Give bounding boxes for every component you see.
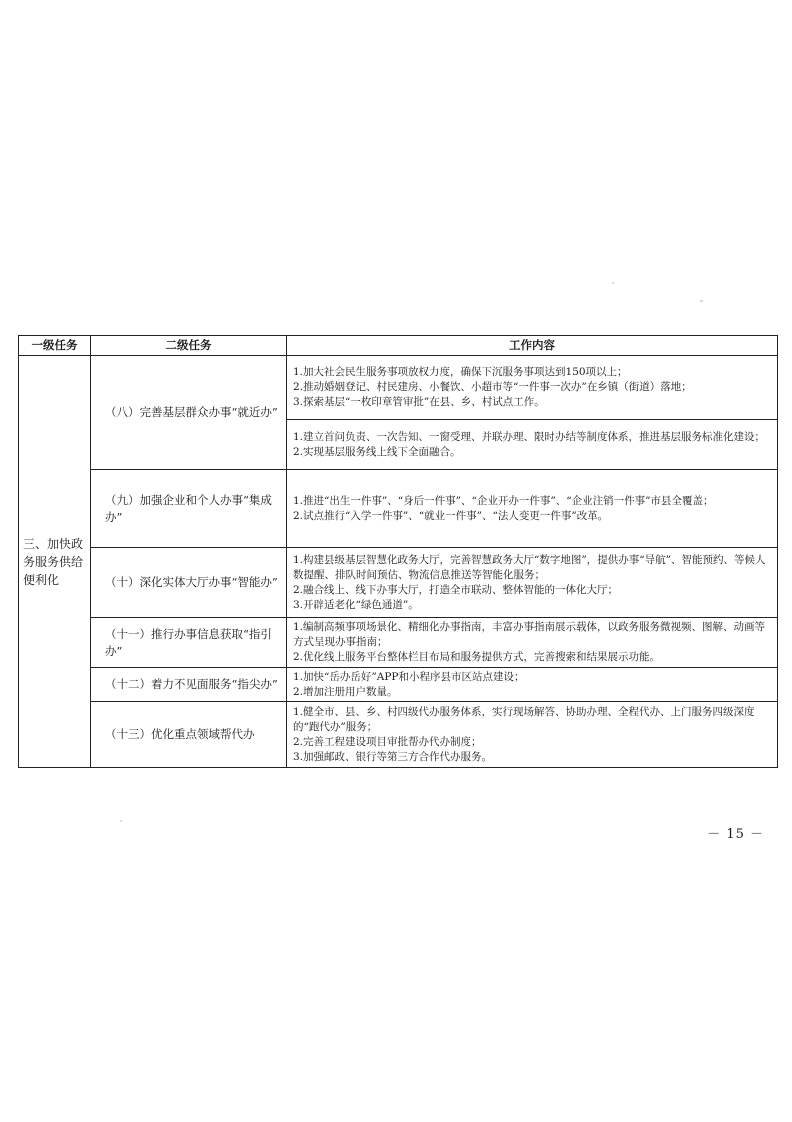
content-cell	[287, 668, 778, 702]
table-header-row	[19, 336, 778, 356]
content-cell	[287, 618, 778, 668]
table-row	[19, 618, 778, 668]
table-row	[19, 470, 778, 548]
header-content: 工作内容	[287, 336, 778, 356]
content-item: 1.加大社会民生服务事项放权力度，确保下沉服务事项达到150项以上；	[293, 366, 628, 378]
table-row	[19, 548, 778, 618]
content-cell	[287, 702, 778, 768]
content-item: 2.试点推行“入学一件事”、“就业一件事”、“法人变更一件事”改革。	[293, 509, 609, 522]
page-number: － 15 －	[707, 827, 764, 842]
header-level2: 二级任务	[91, 336, 287, 356]
level1-task-cell: 三、加快政务服务供给便利化	[19, 356, 91, 768]
content-cell	[287, 356, 778, 420]
content-item: 2.融合线上、线下办事大厅，打造全市联动、整体智能的一体化大厅；	[293, 583, 619, 596]
level2-task-cell: （十二）着力不见面服务“指尖办”	[91, 668, 287, 702]
content-item: 1.推进“出生一件事”、“身后一件事”、“企业开办一件事”、“企业注销一件事”市县全覆盖；	[293, 494, 714, 507]
level2-task-cell: （十一）推行办事信息获取“指引办”	[91, 618, 287, 668]
table-row	[19, 668, 778, 702]
content-item: 1.加快“岳办岳好”APP和小程序县市区站点建设；	[293, 670, 525, 683]
content-item: 2.推动婚姻登记、村民建房、小餐饮、小超市等“一件事一次办”在乡镇（街道）落地；	[293, 381, 692, 393]
content-item: 1.编制高频事项场景化、精细化办事指南，丰富办事指南展示载体，以政务服务微视频、图解、动画等方式呈现办事指南；	[293, 621, 766, 648]
level2-task-cell: （十）深化实体大厅办事“智能办”	[91, 548, 287, 618]
level2-task-cell: （九）加强企业和个人办事“集成办”	[91, 470, 287, 548]
table-row	[19, 356, 778, 420]
content-item: 3.加强邮政、银行等第三方合作代办服务。	[293, 750, 493, 763]
level2-task-cell: （八）完善基层群众办事“就近办”	[91, 356, 287, 470]
content-item: 2.优化线上服务平台整体栏目布局和服务提供方式，完善搜索和结果展示功能。	[293, 651, 661, 663]
header-level1: 一级任务	[19, 336, 91, 356]
content-item: 2.完善工程建设项目审批帮办代办制度；	[293, 735, 482, 748]
content-item: 3.探索基层“一枚印章管审批”在县、乡、村试点工作。	[293, 396, 545, 408]
level2-task-cell: （十三）优化重点领域帮代办	[91, 702, 287, 768]
content-item: 3.开辟适老化“绿色通道”。	[293, 598, 419, 611]
content-item: 1.建立首问负责、一次告知、一窗受理、并联办理、限时办结等制度体系，推进基层服务标准化建设；	[293, 430, 766, 443]
content-item: 1.构建县级基层智慧化政务大厅，完善智慧政务大厅“数字地图”，提供办事“导航”、智能预约、等候人数提醒、排队时间预估、物流信息推送等智能化服务；	[293, 553, 766, 581]
content-item: 2.增加注册用户数量。	[293, 685, 398, 698]
task-table	[18, 335, 778, 768]
scan-speck	[120, 820, 122, 822]
content-item: 1.健全市、县、乡、村四级代办服务体系，实行现场解答、协助办理、全程代办、上门服务四级深度的“跑代办”服务；	[293, 705, 755, 733]
scan-speck	[612, 282, 614, 284]
content-cell	[287, 420, 778, 470]
scan-speck	[700, 300, 703, 302]
content-item: 2.实现基层服务线上线下全面融合。	[293, 445, 461, 458]
table-row	[19, 702, 778, 768]
content-cell	[287, 470, 778, 548]
content-cell	[287, 548, 778, 618]
